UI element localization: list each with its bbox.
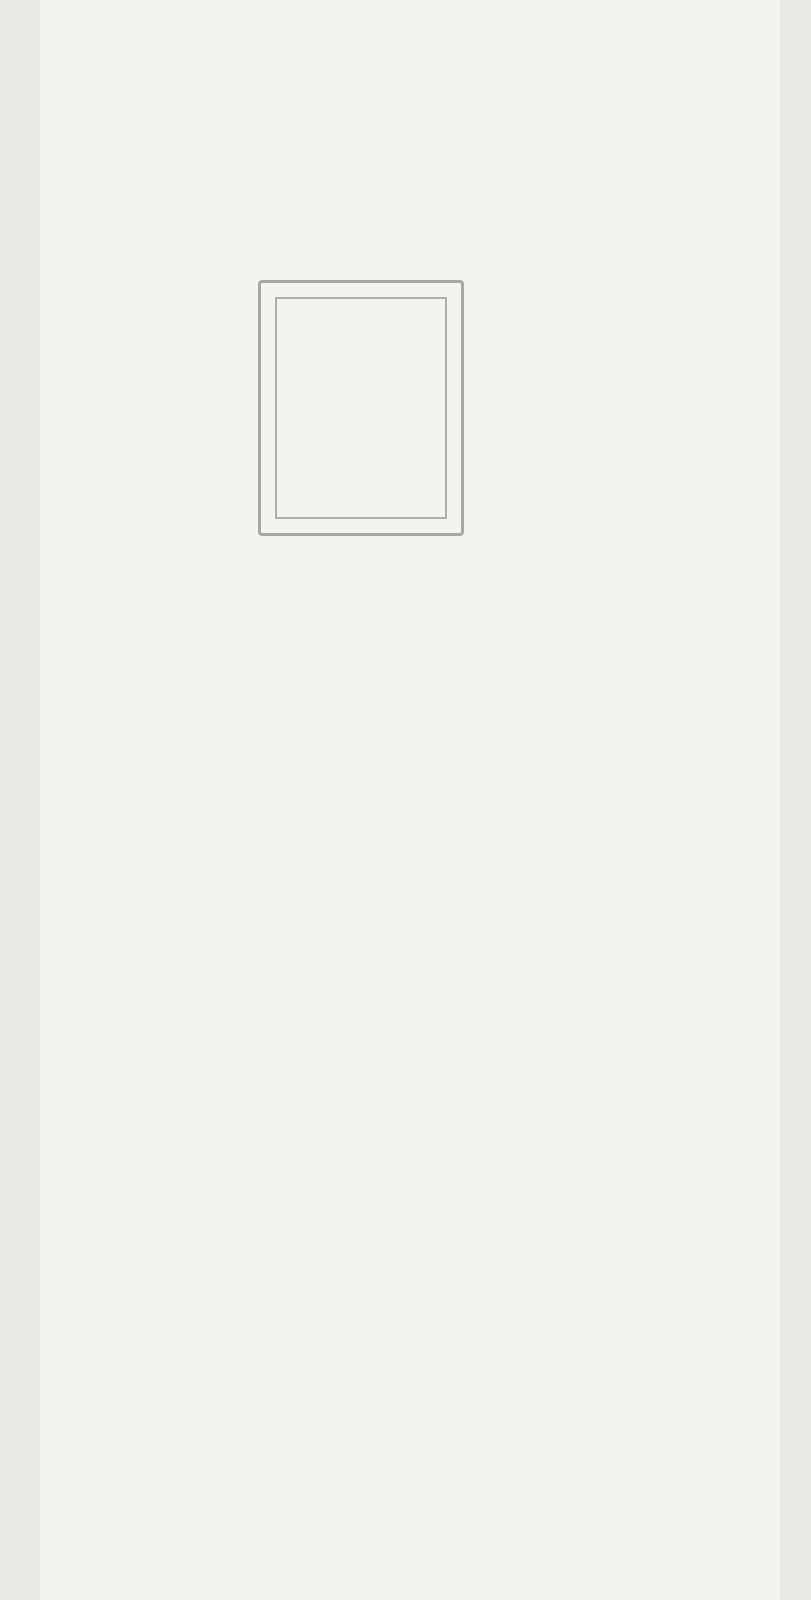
watermark-stamp xyxy=(258,280,464,536)
page-sheet xyxy=(40,0,780,1600)
corner-watermark xyxy=(620,1510,780,1590)
